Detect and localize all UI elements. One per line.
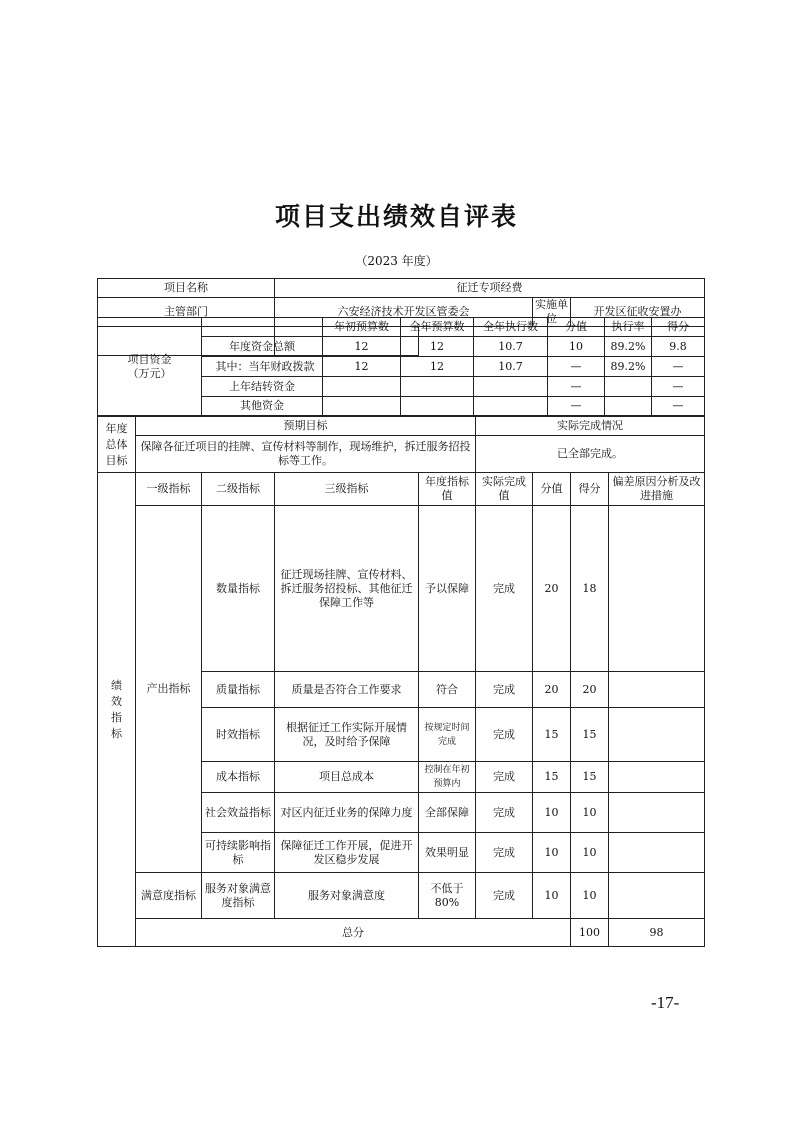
funds-cell [474, 397, 548, 416]
dept-value: 六安经济技术开发区管委会 [275, 298, 533, 327]
column-header: 年度指标值 [419, 473, 476, 506]
funds-cell [401, 377, 474, 397]
performance-label-char: 效 [111, 694, 122, 708]
funds-header-cell: 全年预算数 [401, 318, 474, 337]
level2-cell: 成本指标 [202, 762, 275, 793]
project-name-value: 征迁专项经费 [275, 279, 705, 298]
funds-cell: — [652, 377, 705, 397]
funds-cell: 10.7 [474, 337, 548, 357]
level2-cell: 可持续影响指标 [202, 833, 275, 873]
funds-cell: 12 [401, 357, 474, 377]
indicators-header-row [98, 473, 705, 506]
score-value-cell: 10 [533, 873, 571, 919]
output-indicator-label: 产出指标 [136, 506, 202, 873]
funds-header-cell: 全年执行数 [474, 318, 548, 337]
funds-cell [605, 397, 652, 416]
actual-cell: 完成 [476, 762, 533, 793]
funds-row-label: 其他资金 [202, 397, 323, 416]
total-row [98, 919, 705, 947]
actual-cell: 完成 [476, 833, 533, 873]
performance-label-char: 指 [111, 710, 122, 724]
score-value-cell: 20 [533, 506, 571, 672]
indicator-row [98, 873, 705, 919]
level2-cell: 质量指标 [202, 672, 275, 708]
funds-cell [323, 397, 401, 416]
funds-header-cell: 得分 [652, 318, 705, 337]
actual-cell: 完成 [476, 793, 533, 833]
column-header: 三级指标 [275, 473, 419, 506]
actual-cell: 完成 [476, 672, 533, 708]
note-cell [609, 873, 705, 919]
actual-completion-text: 已全部完成。 [476, 436, 705, 473]
funds-grid [97, 317, 705, 416]
level3-cell: 项目总成本 [275, 762, 419, 793]
satisfaction-indicator-label: 满意度指标 [136, 873, 202, 919]
note-cell [609, 833, 705, 873]
funds-cell: — [652, 357, 705, 377]
funds-row-label: 上年结转资金 [202, 377, 323, 397]
level3-cell: 根据征迁工作实际开展情况，及时给予保障 [275, 708, 419, 762]
actual-cell: 完成 [476, 506, 533, 672]
performance-label [98, 473, 136, 947]
score-value-cell: 15 [533, 762, 571, 793]
funds-cell: 10 [548, 337, 605, 357]
total-score-value: 100 [571, 919, 609, 947]
score-cell: 10 [571, 833, 609, 873]
level3-cell: 对区内征迁业务的保障力度 [275, 793, 419, 833]
funds-cell [401, 397, 474, 416]
target-cell: 全部保障 [419, 793, 476, 833]
score-value-cell: 20 [533, 672, 571, 708]
actual-cell: 完成 [476, 873, 533, 919]
funds-cell [605, 377, 652, 397]
goals-header-row [98, 417, 705, 436]
total-score: 98 [609, 919, 705, 947]
score-cell: 15 [571, 762, 609, 793]
funds-cell: — [652, 397, 705, 416]
indicators-table [97, 472, 705, 947]
funds-label-cell [98, 318, 202, 416]
column-header: 二级指标 [202, 473, 275, 506]
level2-cell: 服务对象满意度指标 [202, 873, 275, 919]
target-cell: 按规定时间完成 [419, 708, 476, 762]
funds-cell: 9.8 [652, 337, 705, 357]
goals-label [98, 417, 136, 473]
score-cell: 10 [571, 793, 609, 833]
target-cell: 不低于80% [419, 873, 476, 919]
column-header: 得分 [571, 473, 609, 506]
note-cell [609, 793, 705, 833]
level2-cell: 社会效益指标 [202, 793, 275, 833]
performance-label-char: 绩 [111, 678, 122, 692]
level3-cell: 保障征迁工作开展，促进开发区稳步发展 [275, 833, 419, 873]
funds-cell: 12 [323, 337, 401, 357]
funds-cell: — [548, 377, 605, 397]
score-cell: 10 [571, 873, 609, 919]
funds-row-label: 年度资金总额 [202, 337, 323, 357]
funds-cell: 12 [401, 337, 474, 357]
actual-cell: 完成 [476, 708, 533, 762]
note-cell [609, 506, 705, 672]
score-cell: 15 [571, 708, 609, 762]
document-title: 项目支出绩效自评表 [274, 202, 518, 231]
level3-cell: 征迁现场挂牌、宣传材料、拆迁服务招投标、其他征迁保障工作等 [275, 506, 419, 672]
funds-row-label: 其中：当年财政拨款 [202, 357, 323, 377]
funds-header-cell: 分值 [548, 318, 605, 337]
column-header: 偏差原因分析及改进措施 [609, 473, 705, 506]
funds-cell: 10.7 [474, 357, 548, 377]
goals-label-line: 目标 [105, 453, 128, 467]
funds-header-cell: 年初预算数 [323, 318, 401, 337]
funds-label-text-1: 项目资金 [127, 352, 172, 366]
target-cell: 符合 [419, 672, 476, 708]
score-cell: 18 [571, 506, 609, 672]
unit-label: 实施单位 [533, 298, 571, 327]
funds-header-cell: 执行率 [605, 318, 652, 337]
level3-cell: 服务对象满意度 [275, 873, 419, 919]
unit-value: 开发区征收安置办 [571, 298, 705, 327]
total-label: 总分 [136, 919, 571, 947]
score-value-cell: 10 [533, 833, 571, 873]
note-cell [609, 672, 705, 708]
target-cell: 效果明显 [419, 833, 476, 873]
note-cell [609, 762, 705, 793]
target-cell: 予以保障 [419, 506, 476, 672]
project-name-row [98, 279, 705, 298]
column-header: 一级指标 [136, 473, 202, 506]
goals-table [97, 416, 705, 473]
funds-cell: 89.2% [605, 337, 652, 357]
performance-label-char: 标 [111, 726, 122, 740]
score-value-cell: 10 [533, 793, 571, 833]
goals-label-line: 总体 [105, 437, 128, 451]
dept-label: 主管部门 [98, 298, 275, 327]
note-cell [609, 708, 705, 762]
funds-cell [474, 377, 548, 397]
expected-goal-header: 预期目标 [136, 417, 476, 436]
funds-cell: — [548, 357, 605, 377]
level2-cell: 时效指标 [202, 708, 275, 762]
column-header: 分值 [533, 473, 571, 506]
level2-cell: 数量指标 [202, 506, 275, 672]
funds-header-blank [202, 318, 323, 337]
funds-label-text-2: （万元） [127, 366, 172, 380]
actual-completion-header: 实际完成情况 [476, 417, 705, 436]
funds-cell: 12 [323, 357, 401, 377]
indicator-row [98, 506, 705, 672]
funds-cell: 89.2% [605, 357, 652, 377]
goals-content-row [98, 436, 705, 473]
column-header: 实际完成值 [476, 473, 533, 506]
project-name-label: 项目名称 [98, 279, 275, 298]
level3-cell: 质量是否符合工作要求 [275, 672, 419, 708]
goals-label-line: 年度 [105, 421, 128, 435]
funds-cell: — [548, 397, 605, 416]
expected-goal-text: 保障各征迁项目的挂牌、宣传材料等制作，现场维护，拆迁服务招投标等工作。 [136, 436, 476, 473]
target-cell: 控制在年初预算内 [419, 762, 476, 793]
funds-cell [323, 377, 401, 397]
score-cell: 20 [571, 672, 609, 708]
score-value-cell: 15 [533, 708, 571, 762]
document-subtitle: （2023 年度） [355, 254, 438, 268]
page-number: -17- [651, 993, 680, 1012]
